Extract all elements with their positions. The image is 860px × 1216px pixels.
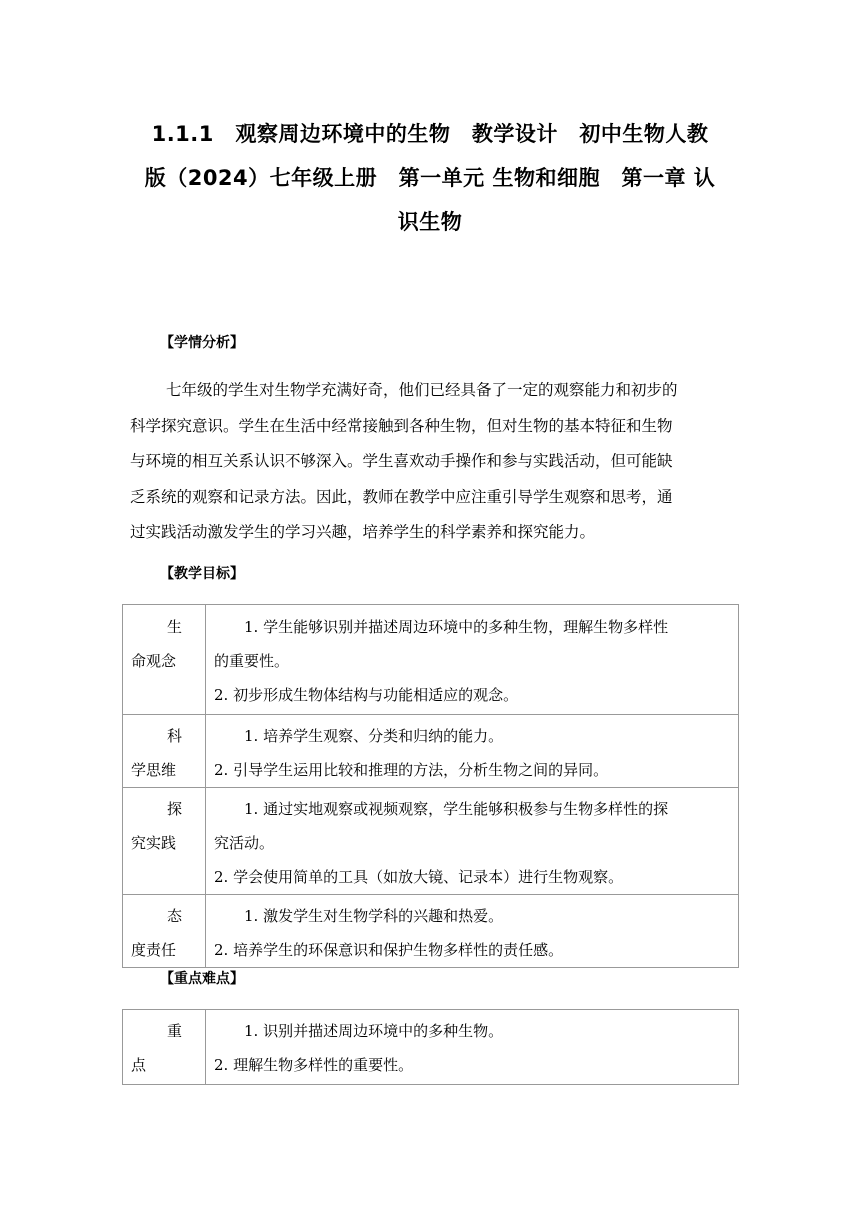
objective-line: 2. 初步形成生物体结构与功能相适应的观念。 bbox=[214, 686, 519, 704]
key-point-cell bbox=[206, 1010, 739, 1085]
table-row bbox=[123, 895, 739, 968]
objectives-table bbox=[122, 604, 739, 968]
table-row bbox=[123, 788, 739, 895]
objective-line: 1. 通过实地观察或视频观察，学生能够积极参与生物多样性的探 bbox=[244, 800, 669, 818]
key-point-line: 2. 理解生物多样性的重要性。 bbox=[214, 1056, 414, 1074]
objective-line: 2. 学会使用简单的工具（如放大镜、记录本）进行生物观察。 bbox=[214, 868, 624, 886]
objectives-heading: 【教学目标】 bbox=[160, 566, 244, 582]
document-title bbox=[120, 112, 740, 244]
paragraph-line: 过实践活动激发学生的学习兴趣，培养学生的科学素养和探究能力。 bbox=[130, 523, 596, 541]
paragraph-line: 七年级的学生对生物学充满好奇，他们已经具备了一定的观察能力和初步的 bbox=[166, 381, 678, 399]
table-row bbox=[123, 715, 739, 788]
table-row bbox=[123, 1010, 739, 1085]
category-label: 探 bbox=[167, 800, 183, 818]
category-label: 态 bbox=[167, 907, 183, 925]
category-label: 生 bbox=[167, 618, 183, 636]
category-label: 学思维 bbox=[131, 761, 177, 779]
objective-cell bbox=[206, 895, 739, 968]
category-cell bbox=[123, 895, 206, 968]
key-points-heading: 【重点难点】 bbox=[160, 971, 244, 987]
category-cell bbox=[123, 1010, 206, 1085]
objective-line: 的重要性。 bbox=[214, 652, 290, 670]
category-cell bbox=[123, 788, 206, 895]
paragraph-line: 与环境的相互关系认识不够深入。学生喜欢动手操作和参与实践活动，但可能缺 bbox=[130, 452, 673, 470]
objective-line: 2. 引导学生运用比较和推理的方法，分析生物之间的异同。 bbox=[214, 761, 609, 779]
category-label: 科 bbox=[167, 727, 183, 745]
objective-line: 1. 学生能够识别并描述周边环境中的多种生物，理解生物多样性 bbox=[244, 618, 669, 636]
category-cell bbox=[123, 715, 206, 788]
paragraph-line: 科学探究意识。学生在生活中经常接触到各种生物，但对生物的基本特征和生物 bbox=[130, 416, 673, 435]
key-points-table bbox=[122, 1009, 739, 1085]
objective-line: 1. 培养学生观察、分类和归纳的能力。 bbox=[244, 727, 504, 745]
objective-line: 1. 激发学生对生物学科的兴趣和热爱。 bbox=[244, 907, 504, 925]
category-label: 究实践 bbox=[131, 834, 177, 852]
objective-line: 究活动。 bbox=[214, 834, 275, 852]
table-row bbox=[123, 605, 739, 715]
title-line: 版（2024）七年级上册 第一单元 生物和细胞 第一章 认 bbox=[144, 166, 716, 190]
title-line: 1.1.1 观察周边环境中的生物 教学设计 初中生物人教 bbox=[151, 122, 709, 146]
learning-analysis-heading: 【学情分析】 bbox=[160, 335, 244, 351]
objective-cell bbox=[206, 788, 739, 895]
category-label: 命观念 bbox=[131, 652, 177, 670]
category-label: 点 bbox=[131, 1056, 147, 1074]
category-cell bbox=[123, 605, 206, 715]
category-label: 度责任 bbox=[131, 941, 177, 959]
objective-line: 2. 培养学生的环保意识和保护生物多样性的责任感。 bbox=[214, 941, 564, 959]
key-point-line: 1. 识别并描述周边环境中的多种生物。 bbox=[244, 1022, 504, 1040]
objective-cell bbox=[206, 605, 739, 715]
title-line: 识生物 bbox=[397, 210, 463, 234]
paragraph-line: 乏系统的观察和记录方法。因此，教师在教学中应注重引导学生观察和思考，通 bbox=[130, 487, 673, 506]
category-label: 重 bbox=[167, 1022, 183, 1040]
learning-analysis-paragraph bbox=[130, 373, 730, 551]
objective-cell bbox=[206, 715, 739, 788]
